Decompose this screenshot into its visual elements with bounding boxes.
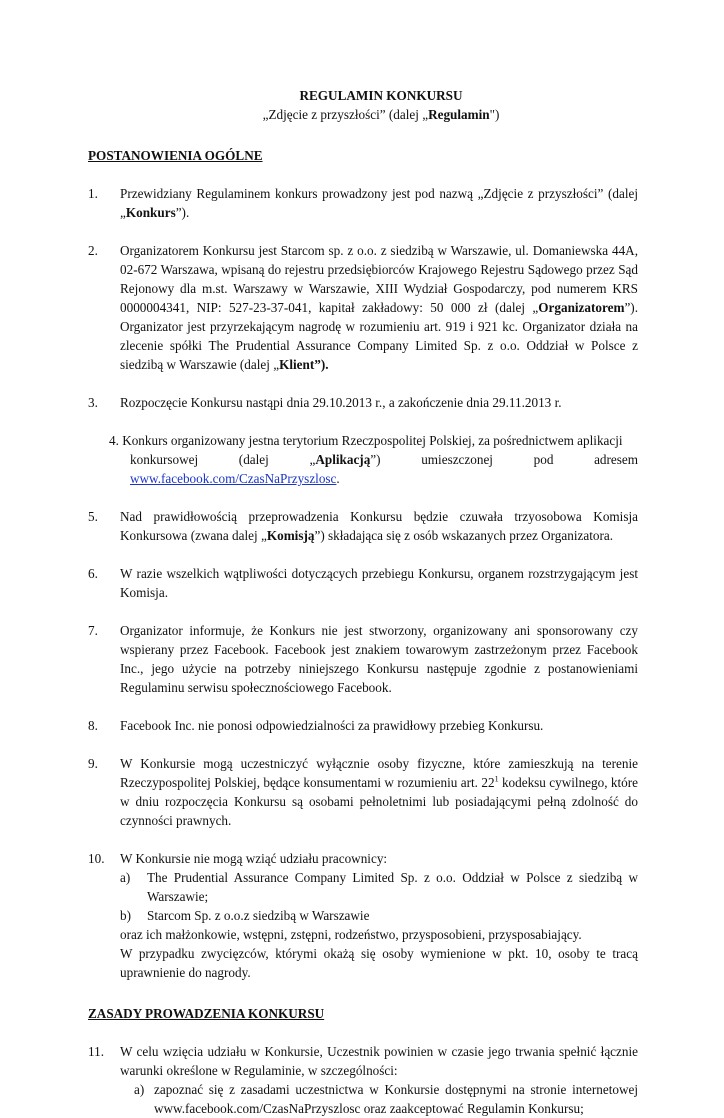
- item-number: 3.: [88, 395, 98, 410]
- item-number: 2.: [88, 243, 98, 258]
- sub-item-b: b) Starcom Sp. z o.o.z siedzibą w Warszawie: [120, 908, 370, 923]
- item-number: 9.: [88, 756, 98, 771]
- list-item-8: [88, 716, 638, 735]
- list-item-4: 4. Konkurs organizowany jestna terytorium Rzeczpospolitej Polskiej, za pośrednictwem aplikacji konkursowej (dalej „Aplikacją”) umieszczonej pod adresem www.facebook.com/CzasNaPrzyszlosc.: [109, 433, 638, 486]
- item-number: 1.: [88, 186, 98, 201]
- defined-term: Komisją: [266, 528, 315, 543]
- list-item-5: [88, 507, 638, 545]
- item-text: W celu wzięcia udziału w Konkursie, Uczestnik powinien w czasie jego trwania spełnić łącznie warunki określone w Regulaminie, w szczególności: a) zapoznać się z zasadami uczestnictwa w Konkursie dostępnymi na stronie internetowej www.facebook.com/CzasNaPrzyszlosc oraz zaakceptować Regulamin Konkursu;: [120, 1044, 638, 1116]
- item-text: Nad prawidłowością przeprowadzenia Konkursu będzie czuwała trzyosobowa Komisja Konkursowa (zwana dalej „Komisją”) składająca się z osób wskazanych przez Organizatora.: [120, 509, 638, 543]
- item-text: Rozpoczęcie Konkursu nastąpi dnia 29.10.2013 r., a zakończenie dnia 29.11.2013 r.: [120, 395, 562, 410]
- defined-term: Organizatorem: [538, 300, 625, 315]
- item-text: Facebook Inc. nie ponosi odpowiedzialności za prawidłowy przebieg Konkursu.: [120, 718, 544, 733]
- defined-term: Aplikacją: [315, 452, 371, 467]
- item-text: Organizatorem Konkursu jest Starcom sp. z o.o. z siedzibą w Warszawie, ul. Domaniewska 44A, 02-672 Warszawa, wpisaną do rejestru przedsiębiorców Krajowego Rejestru Sądowego przez Sąd Rejonowy dla m.st. Warszawy w Warszawie, XIII Wydział Gospodarczy, pod numerem KRS 0000004341, NIP: 527-23-37-041, kapitał zakładowy: 50 000 zł (dalej „Organizatorem”). Organizator jest przyrzekającym nagrodę w rozumieniu art. 919 i 921 kc. Organizator działa na zlecenie spółki The Prudential Assurance Company Limited Sp. z o.o. Oddział w Polsce z siedzibą w Warszawie (dalej „Klient”).: [120, 243, 638, 372]
- list-item-2: [88, 241, 638, 374]
- item-text: W razie wszelkich wątpliwości dotyczących przebiegu Konkursu, organem rozstrzygającym jest Komisja.: [120, 566, 638, 600]
- defined-term: Konkurs: [125, 205, 176, 220]
- section-heading-rules: ZASADY PROWADZENIA KONKURSU: [88, 1006, 325, 1021]
- title-block: [124, 86, 638, 124]
- list-item-3: [88, 393, 638, 412]
- list-item-6: [88, 564, 638, 602]
- list-item-9: [88, 754, 638, 830]
- document-title: REGULAMIN KONKURSU: [299, 88, 463, 103]
- subtitle-text: „Zdjęcie z przyszłości” (dalej „: [262, 107, 429, 122]
- sub-item-a: a) The Prudential Assurance Company Limited Sp. z o.o. Oddział w Polsce z siedzibą w Warszawie;: [120, 870, 638, 904]
- item-number: 4.: [109, 433, 119, 448]
- item-text: W Konkursie mogą uczestniczyć wyłącznie osoby fizyczne, które zamieszkują na terenie Rzeczypospolitej Polskiej, będące konsumentami w rozumieniu art. $22^1$ kodeksu cywilnego, które w dniu rozpoczęcia Konkursu są osobami pełnoletnimi lub posiadającymi pełną zdolność do czynności prawnych.: [120, 756, 639, 828]
- subtitle-bold: Regulamin: [428, 107, 490, 122]
- list-item-11: [88, 1042, 638, 1118]
- list-item-7: [88, 621, 638, 697]
- subtitle-end: "): [489, 107, 500, 122]
- facebook-link[interactable]: www.facebook.com/CzasNaPrzyszlosc: [130, 471, 337, 486]
- sub-item-a: a) zapoznać się z zasadami uczestnictwa w Konkursie dostępnymi na stronie internetowej www.facebook.com/CzasNaPrzyszlosc oraz zaakceptować Regulamin Konkursu;: [134, 1082, 638, 1116]
- item-number: 10.: [88, 851, 105, 866]
- section-heading-general: POSTANOWIENIA OGÓLNE: [88, 148, 263, 163]
- item-text: 4. Konkurs organizowany jestna terytorium Rzeczpospolitej Polskiej, za pośrednictwem aplikacji: [109, 433, 623, 448]
- list-item-1: [88, 184, 638, 222]
- item-number: 8.: [88, 718, 98, 733]
- item-number: 5.: [88, 509, 98, 524]
- item-text: Przewidziany Regulaminem konkurs prowadzony jest pod nazwą „Zdjęcie z przyszłości” (dalej „Konkurs”).: [120, 186, 638, 220]
- list-item-10: [88, 849, 638, 982]
- item-text: W Konkursie nie mogą wziąć udziału pracownicy: a) The Prudential Assurance Company Limited Sp. z o.o. Oddział w Polsce z siedzibą w Warszawie; b) Starcom Sp. z o.o.z siedzibą w Warszawie oraz ich małżonkowie, wstępni, zstępni, rodzeństwo, przysposobieni, przysposabiający. W przypadku zwycięzców, którymi okażą się osoby wymienione w pkt. 10, osoby te tracą uprawnienie do nagrody.: [120, 851, 638, 980]
- item-text: Organizator informuje, że Konkurs nie jest stworzony, organizowany ani sponsorowany czy wspierany przez Facebook. Facebook jest znakiem towarowym zastrzeżonym przez Facebook Inc., jego użycie na potrzeby niniejszego Konkursu następuje zgodnie z postanowieniami Regulaminu serwisu społecznościowego Facebook.: [120, 623, 638, 695]
- item-number: 11.: [88, 1044, 104, 1059]
- item-number: 7.: [88, 623, 98, 638]
- superscript: 1: [494, 774, 499, 784]
- item-text-justified-line: konkursowej (dalej „Aplikacją”) umieszczonej pod adresem: [130, 452, 638, 467]
- item-number: 6.: [88, 566, 98, 581]
- defined-term: Klient”).: [279, 357, 329, 372]
- document-subtitle: [124, 105, 638, 124]
